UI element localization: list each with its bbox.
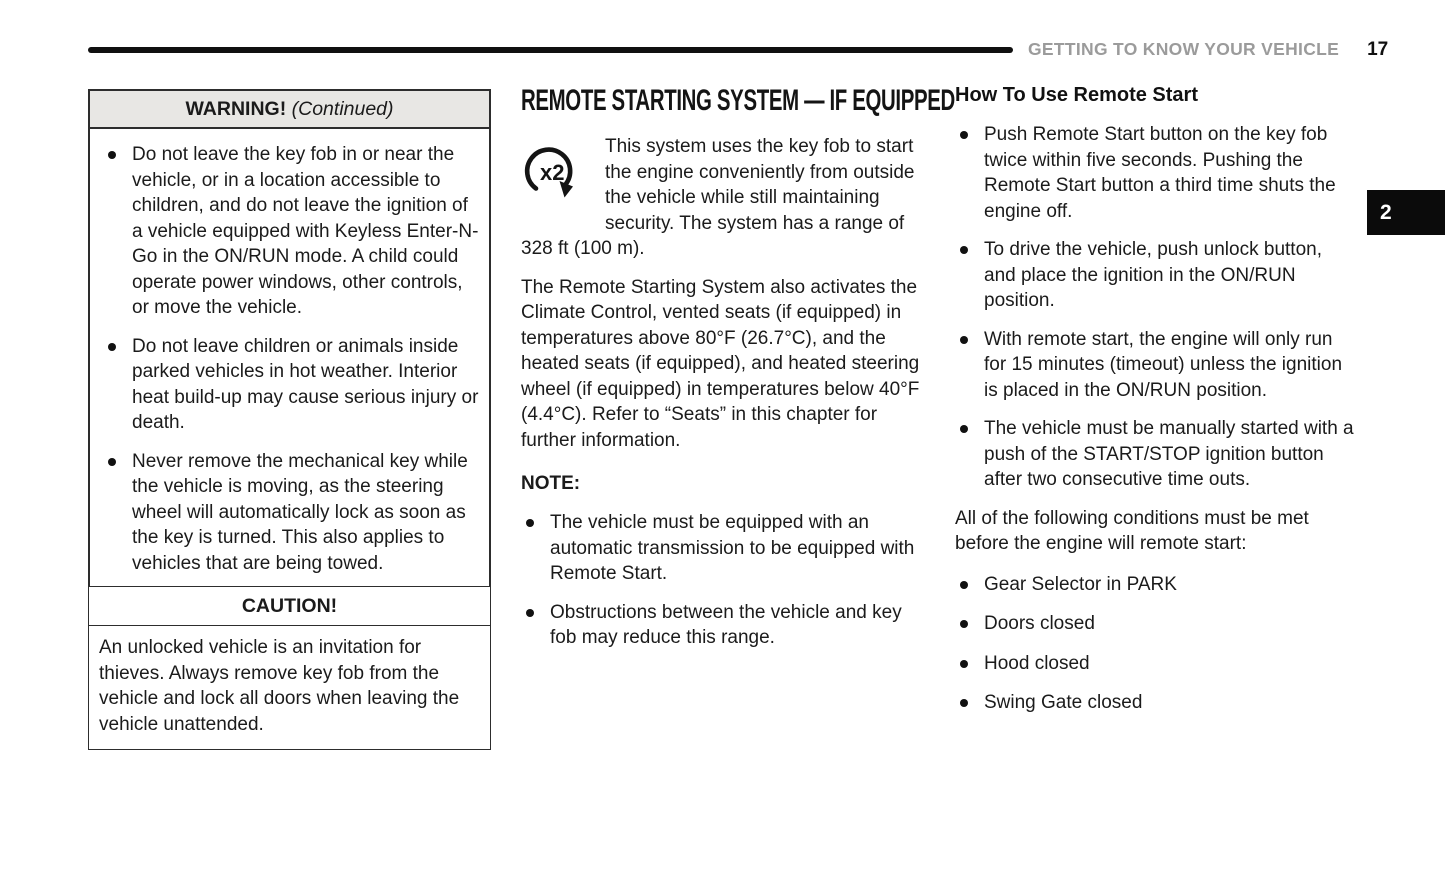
page-header	[1028, 39, 1389, 61]
caution-box-header: CAUTION!	[89, 587, 490, 626]
warning-bullet-list	[103, 142, 480, 576]
warning-bullet: Do not leave the key fob in or near the vehicle, or in a location accessible to children, and do not leave the ignition of a vehicle equipped with Keyless Enter-N-Go in the ON/RUN mode. A child could operate power windows, other controls, or move the vehicle.	[103, 142, 480, 321]
note-bullet-list	[521, 510, 921, 651]
remote-starting-title: REMOTE STARTING SYSTEM — IF EQUIPPED	[521, 84, 955, 117]
condition-item: Swing Gate closed	[955, 690, 1356, 716]
condition-item: Hood closed	[955, 651, 1356, 677]
key-fob-press-twice-icon	[521, 142, 583, 204]
how-to-use-section	[955, 84, 1356, 730]
icon-float	[521, 134, 605, 234]
note-label: NOTE:	[521, 473, 581, 494]
how-to-bullet: The vehicle must be manually started with a push of the START/STOP ignition button after two consecutive time outs.	[955, 416, 1356, 493]
conditions-intro: All of the following conditions must be met before the engine will remote start:	[955, 507, 1309, 554]
warning-title-suffix: (Continued)	[286, 98, 394, 120]
header-rule	[88, 47, 1013, 53]
header-section-title: GETTING TO KNOW YOUR VEHICLE	[1028, 39, 1340, 59]
warning-bullet: Never remove the mechanical key while the vehicle is moving, as the steering wheel will automatically lock as soon as the key is turned. This also applies to vehicles that are being towed.	[103, 449, 480, 577]
chapter-tab-number: 2	[1380, 200, 1392, 224]
x2-label: x2	[540, 160, 565, 185]
remote-starting-section	[521, 84, 955, 664]
caution-box-body: An unlocked vehicle is an invitation for thieves. Always remove key fob from the vehicle and lock all doors when leaving the vehicle unattended.	[99, 637, 460, 735]
how-to-use-title: How To Use Remote Start	[955, 84, 1198, 106]
warning-box	[88, 89, 491, 589]
how-to-bullet: Push Remote Start button on the key fob twice within five seconds. Pushing the Remote Start button a third time shuts the engine off.	[955, 122, 1356, 224]
remote-detail-paragraph: The Remote Starting System also activates the Climate Control, vented seats (if equipped) in temperatures above 80°F (26.7°C), and the heated seats (if equipped), and heated steering wheel (if equipped) in temperatures below 40°F (4.4°C). Refer to “Seats” in this chapter for further information.	[521, 276, 920, 451]
caution-box	[88, 586, 491, 750]
how-to-bullet-list	[955, 122, 1356, 493]
page-number: 17	[1367, 39, 1389, 60]
warning-box-header	[90, 91, 489, 129]
how-to-bullet: With remote start, the engine will only run for 15 minutes (timeout) unless the ignition is placed in the ON/RUN position.	[955, 327, 1356, 404]
note-bullet: Obstructions between the vehicle and key fob may reduce this range.	[521, 600, 921, 651]
note-bullet: The vehicle must be equipped with an automatic transmission to be equipped with Remote Start.	[521, 510, 921, 587]
warning-title: WARNING!	[185, 98, 287, 120]
how-to-bullet: To drive the vehicle, push unlock button, and place the ignition in the ON/RUN position.	[955, 237, 1356, 314]
chapter-tab	[1367, 190, 1445, 235]
remote-intro-paragraph: This system uses the key fob to start the engine conveniently from outside the vehicle while still maintaining security. The system has a range of 328 ft (100 m).	[521, 136, 915, 259]
conditions-list	[955, 572, 1356, 716]
warning-box-body	[90, 129, 489, 587]
warning-bullet: Do not leave children or animals inside parked vehicles in hot weather. Interior heat build-up may cause serious injury or death.	[103, 334, 480, 436]
condition-item: Gear Selector in PARK	[955, 572, 1356, 598]
condition-item: Doors closed	[955, 611, 1356, 637]
